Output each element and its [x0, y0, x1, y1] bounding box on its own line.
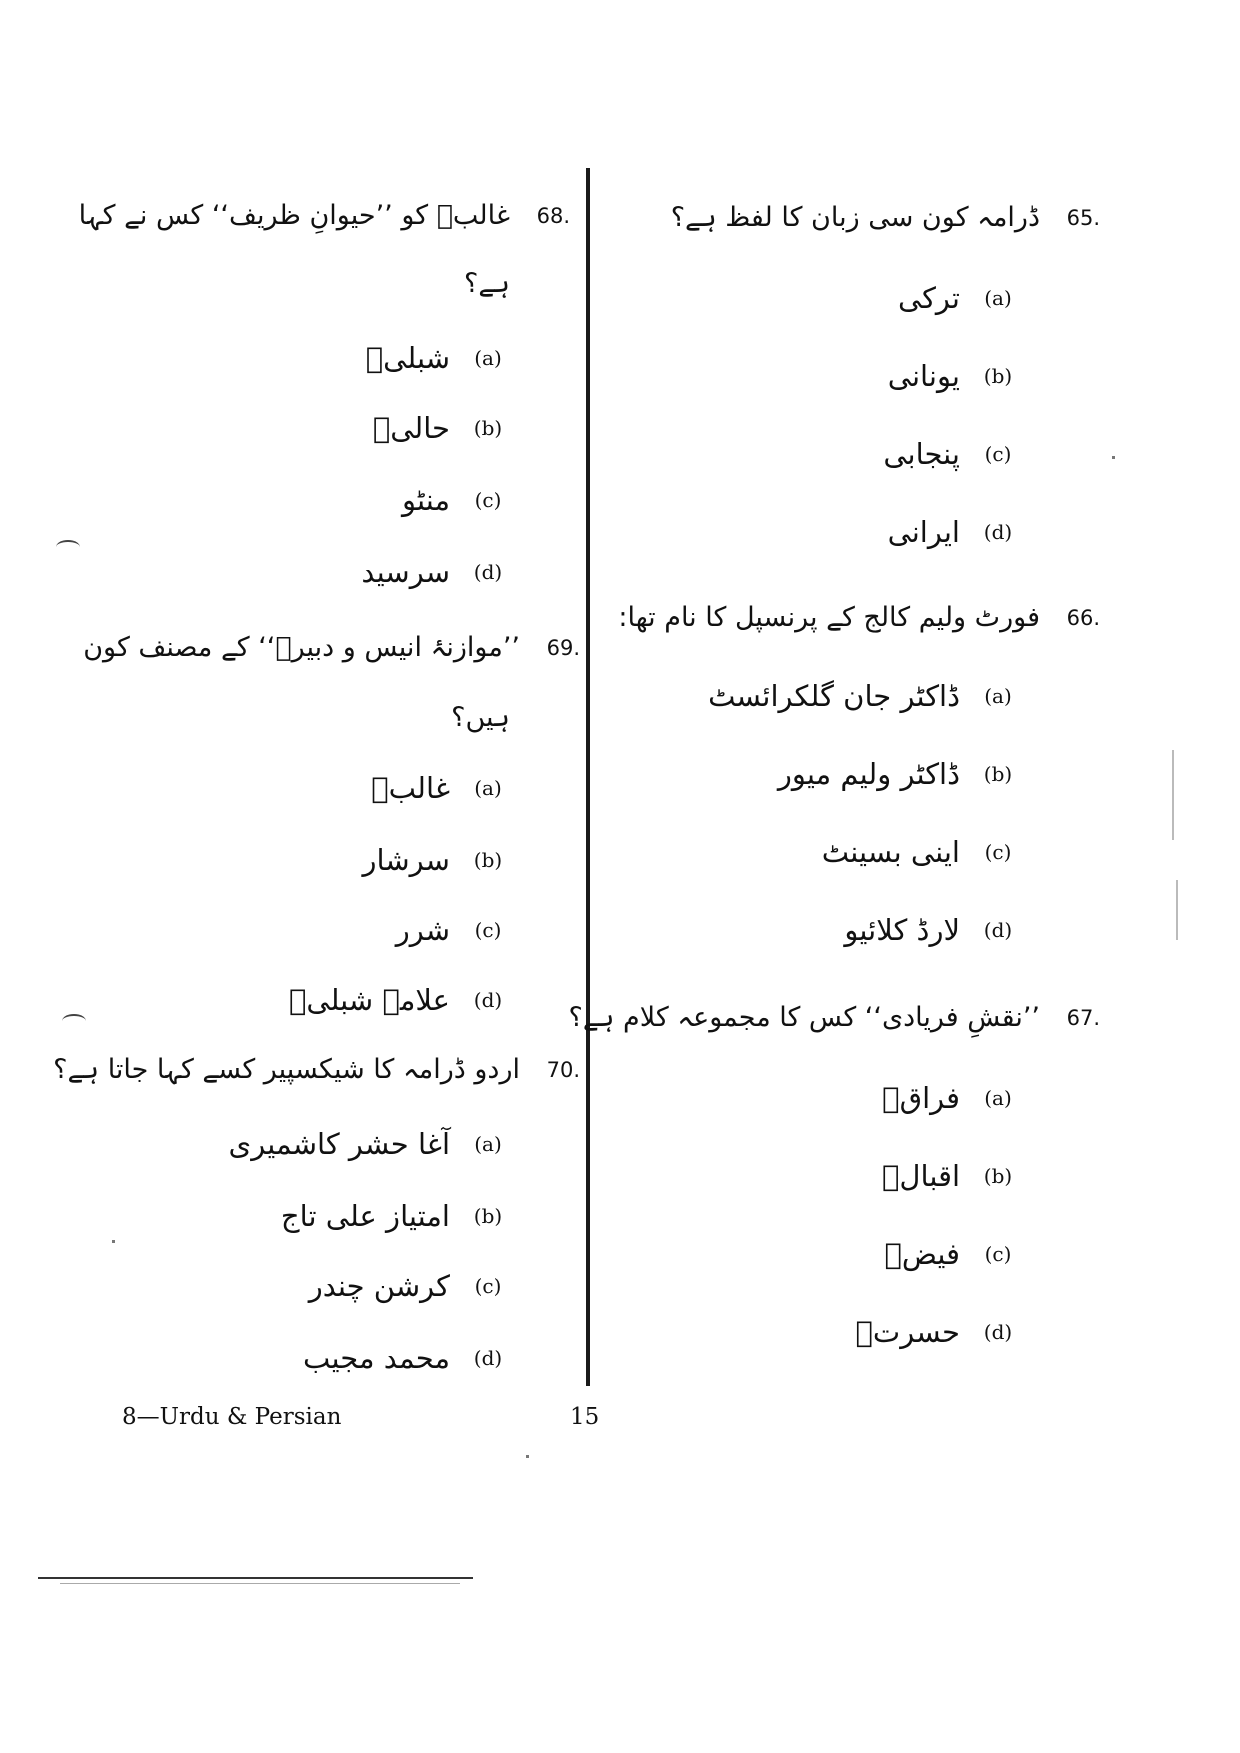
- scan-mark: [56, 540, 80, 554]
- scan-speck: [1172, 750, 1174, 840]
- option-text: ایرانی: [887, 515, 960, 549]
- footer-subject-code: 8—Urdu & Persian: [122, 1404, 342, 1430]
- option-67-c: [810, 1226, 1020, 1282]
- option-68-d: [320, 544, 510, 600]
- option-66-a: [700, 668, 1020, 724]
- option-text: منٹو: [401, 483, 450, 517]
- question-number: 69.: [546, 636, 580, 660]
- option-text: ڈاکٹر جان گلکرائسٹ: [708, 679, 960, 713]
- option-text: اقبالؔ: [882, 1159, 960, 1193]
- option-label: (d): [983, 918, 1013, 942]
- option-65-d: [810, 504, 1020, 560]
- question-number: 70.: [546, 1058, 580, 1082]
- option-66-b: [700, 746, 1020, 802]
- option-label: (c): [474, 488, 502, 512]
- option-text: سرسید: [361, 555, 450, 589]
- option-69-a: [300, 760, 510, 816]
- option-text: ترکی: [897, 281, 960, 315]
- question-number: 68.: [536, 204, 570, 228]
- option-label: (b): [473, 1204, 503, 1228]
- option-label: (b): [473, 848, 503, 872]
- option-70-a: [228, 1116, 510, 1172]
- question-text: ڈرامہ کون سی زبان کا لفظ ہے؟: [670, 202, 1040, 233]
- scan-speck: [1176, 880, 1178, 940]
- question-67: [568, 990, 1100, 1046]
- option-65-b: [810, 348, 1020, 404]
- option-text: علامہ شبلیؔ: [289, 983, 450, 1017]
- option-label: (c): [474, 918, 502, 942]
- option-text: امتیاز علی تاج: [280, 1199, 450, 1233]
- question-68-continuation: ہے؟: [464, 268, 510, 299]
- option-label: (d): [473, 1346, 503, 1370]
- option-text: غالبؔ: [371, 771, 450, 805]
- scan-speck: [1112, 456, 1115, 459]
- scan-speck: [112, 1240, 115, 1243]
- option-text: محمد مجیب: [303, 1341, 450, 1375]
- question-68: [78, 188, 570, 244]
- option-label: (c): [474, 1274, 502, 1298]
- question-66: [618, 590, 1100, 646]
- option-label: (a): [984, 286, 1012, 310]
- option-text: کرشن چندر: [308, 1269, 450, 1303]
- option-label: (b): [983, 364, 1013, 388]
- option-67-b: [810, 1148, 1020, 1204]
- bottom-rule: [38, 1577, 473, 1579]
- option-text: ڈاکٹر ولیم میور: [777, 757, 960, 791]
- scan-mark: [62, 1014, 86, 1028]
- option-text: شبلیؔ: [365, 341, 450, 375]
- option-text: آغا حشر کاشمیری: [228, 1127, 450, 1161]
- option-label: (d): [473, 560, 503, 584]
- question-text: غالبؔ کو ’’حیوانِ ظریف‘‘ کس نے کہا: [78, 200, 510, 231]
- option-67-a: [810, 1070, 1020, 1126]
- option-text: اینی بسینٹ: [821, 835, 960, 869]
- option-label: (d): [473, 988, 503, 1012]
- question-text: فورٹ ولیم کالج کے پرنسپل کا نام تھا:: [618, 602, 1040, 633]
- scan-speck: [526, 1455, 529, 1458]
- bottom-rule-faint: [60, 1583, 460, 1584]
- option-text: شرر: [395, 913, 450, 947]
- option-66-d: [700, 902, 1020, 958]
- question-text: ’’نقشِ فریادی‘‘ کس کا مجموعہ کلام ہے؟: [568, 1002, 1040, 1033]
- option-text: فیضؔ: [884, 1237, 960, 1271]
- option-text: سرشار: [362, 843, 450, 877]
- option-68-c: [320, 472, 510, 528]
- question-65: [670, 190, 1100, 246]
- column-divider: [586, 168, 590, 1386]
- option-69-d: [289, 972, 510, 1028]
- option-label: (b): [473, 416, 503, 440]
- option-label: (a): [984, 684, 1012, 708]
- option-label: (d): [983, 520, 1013, 544]
- option-65-a: [810, 270, 1020, 326]
- option-label: (c): [984, 442, 1012, 466]
- option-label: (c): [984, 840, 1012, 864]
- option-text: حالیؔ: [372, 411, 450, 445]
- option-text: لارڈ کلائیو: [844, 913, 960, 947]
- option-label: (b): [983, 1164, 1013, 1188]
- question-text: ’’موازنۂ انیس و دبیرؔ‘‘ کے مصنف کون: [83, 632, 520, 663]
- option-69-b: [300, 832, 510, 888]
- question-number: 66.: [1066, 606, 1100, 630]
- option-65-c: [810, 426, 1020, 482]
- option-text: حسرتؔ: [855, 1315, 960, 1349]
- option-label: (a): [984, 1086, 1012, 1110]
- page-number: 15: [570, 1404, 600, 1430]
- option-66-c: [700, 824, 1020, 880]
- question-text: اردو ڈرامہ کا شیکسپیر کسے کہا جاتا ہے؟: [53, 1054, 520, 1085]
- option-label: (d): [983, 1320, 1013, 1344]
- option-label: (c): [984, 1242, 1012, 1266]
- option-67-d: [810, 1304, 1020, 1360]
- option-70-b: [240, 1188, 510, 1244]
- option-text: یونانی: [887, 359, 960, 393]
- option-69-c: [300, 902, 510, 958]
- option-68-b: [320, 400, 510, 456]
- question-70: [53, 1042, 580, 1098]
- option-70-d: [240, 1330, 510, 1386]
- question-number: 65.: [1066, 206, 1100, 230]
- option-text: فراقؔ: [882, 1081, 960, 1115]
- option-label: (a): [474, 1132, 502, 1156]
- option-label: (a): [474, 346, 502, 370]
- option-text: پنجابی: [883, 437, 960, 471]
- option-70-c: [240, 1258, 510, 1314]
- question-69-continuation: ہیں؟: [451, 702, 510, 733]
- option-label: (b): [983, 762, 1013, 786]
- option-68-a: [320, 330, 510, 386]
- question-number: 67.: [1066, 1006, 1100, 1030]
- option-label: (a): [474, 776, 502, 800]
- question-69: [83, 620, 580, 676]
